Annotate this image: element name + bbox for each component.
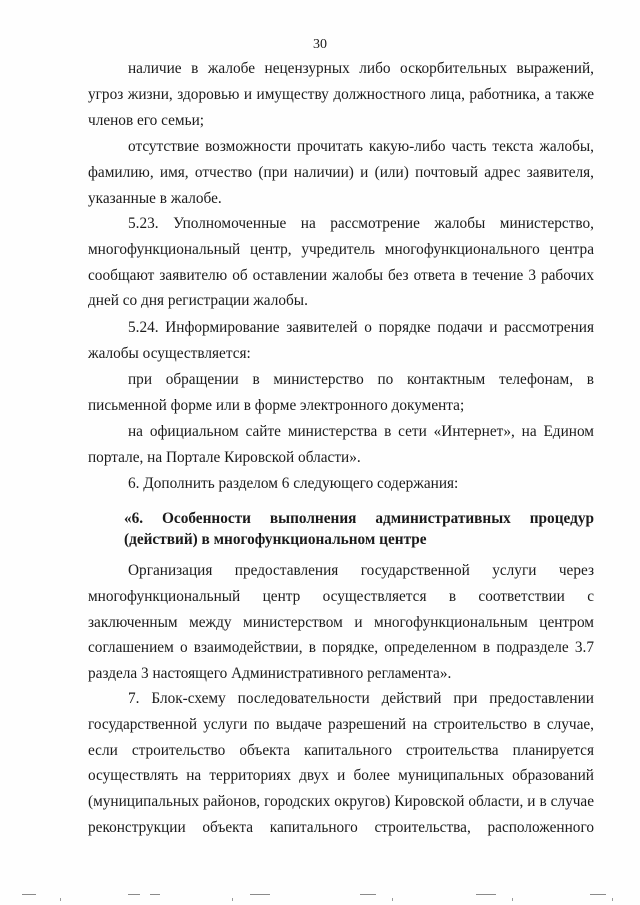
paragraph-by-phone: при обращении в министерство по контактным телефонам, в письменной форме или в форме электронного документа; [88,371,594,414]
scan-artifacts [0,885,640,905]
paragraph-5-24: 5.24. Информирование заявителей о порядке подачи и рассмотрения жалобы осуществляется: [88,319,594,362]
section-6-heading: «6. Особенности выполнения административных процедур (действий) в многофункциональном центре [124,510,594,548]
paragraph-5-23: 5.23. Уполномоченные на рассмотрение жалобы министерство, многофункциональный центр, учредитель многофункционального центра сообщают заявителю об оставлении жалобы без ответа в течение 3 рабочих дней со дня регистрации жалобы. [88,215,594,310]
paragraph-item-7: 7. Блок-схему последовательности действий при предоставлении государственной услуги по выдаче разрешений на строительство в случае, если строительство объекта капитального строительства планируется осуществлять на территориях двух и более муниципальных образований (муниципальных районов, городских округов) Кировской области, и в случае реконструкции объекта капитального строительства, расположенного [88,690,594,836]
paragraph-unreadable-text: отсутствие возможности прочитать какую-либо часть текста жалобы, фамилию, имя, отчество (при наличии) и (или) почтовый адрес заявителя, указанные в жалобе. [88,138,594,207]
page-number: 30 [313,37,327,52]
paragraph-obscene-language: наличие в жалобе нецензурных либо оскорбительных выражений, угроз жизни, здоровью и имуществу должностного лица, работника, а также членов его семьи; [88,60,594,129]
paragraph-mfc-organization: Организация предоставления государственной услуги через многофункциональный центр осуществляется в соответствии с заключенным между министерством и многофункциональным центром соглашением о взаимодействии, в порядке, определенном в подразделе 3.7 раздела 3 настоящего Административного регламента». [88,562,594,683]
paragraph-item-6: 6. Дополнить разделом 6 следующего содержания: [128,475,459,492]
paragraph-official-site: на официальном сайте министерства в сети «Интернет», на Едином портале, на Портале Кировской области». [88,423,594,466]
